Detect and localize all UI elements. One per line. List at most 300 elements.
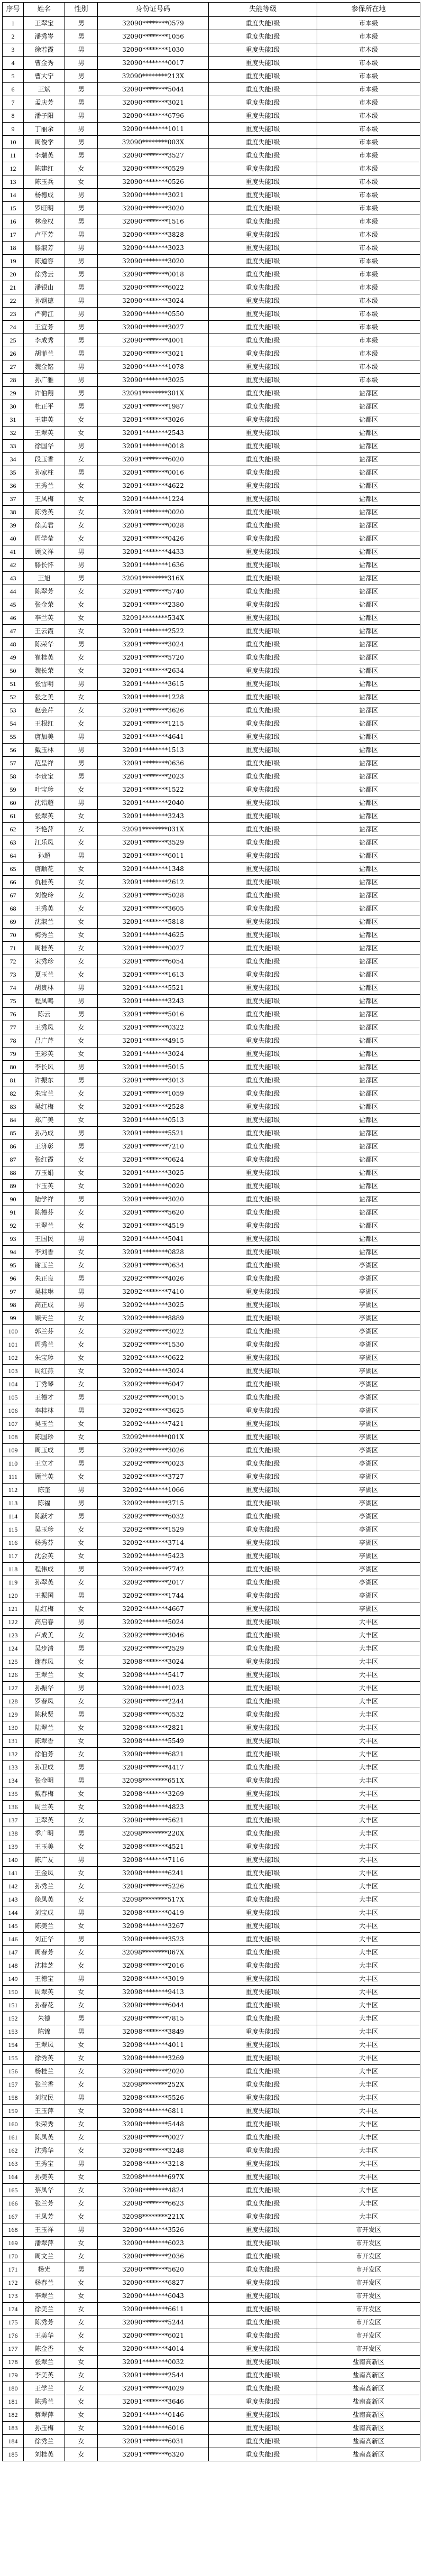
cell-name: 顾文祥	[24, 545, 65, 559]
cell-gender: 女	[65, 1920, 98, 1933]
cell-gender: 男	[65, 83, 98, 96]
cell-id-number: 32098********517X	[98, 1893, 209, 1906]
cell-index: 135	[3, 1787, 24, 1801]
cell-disability-level: 重度失能Ⅰ级	[209, 387, 317, 400]
cell-gender: 女	[65, 2395, 98, 2408]
cell-index: 45	[3, 598, 24, 611]
cell-id-number: 32091********5740	[98, 585, 209, 598]
cell-name: 吕广芹	[24, 1034, 65, 1048]
cell-insured-location: 盐都区	[317, 1140, 420, 1153]
cell-disability-level: 重度失能Ⅰ级	[209, 1906, 317, 1920]
cell-gender: 女	[65, 1867, 98, 1880]
cell-gender: 女	[65, 2118, 98, 2131]
table-row	[3, 2290, 420, 2303]
cell-disability-level: 重度失能Ⅰ级	[209, 2025, 317, 2038]
cell-insured-location: 大丰区	[317, 1840, 420, 1854]
cell-index: 153	[3, 2025, 24, 2038]
table-row	[3, 1404, 420, 1417]
cell-name: 丁丽余	[24, 123, 65, 136]
cell-insured-location: 盐南高新区	[317, 2422, 420, 2435]
table-row	[3, 1074, 420, 1087]
table-row	[3, 519, 420, 532]
cell-index: 111	[3, 1470, 24, 1484]
table-row	[3, 1061, 420, 1074]
cell-id-number: 32098********1023	[98, 1682, 209, 1695]
cell-id-number: 32091********4915	[98, 1034, 209, 1048]
cell-gender: 女	[65, 2078, 98, 2091]
cell-disability-level: 重度失能Ⅰ级	[209, 1708, 317, 1721]
cell-index: 29	[3, 387, 24, 400]
cell-index: 42	[3, 559, 24, 572]
cell-gender: 男	[65, 1299, 98, 1312]
cell-disability-level: 重度失能Ⅰ级	[209, 1299, 317, 1312]
cell-disability-level: 重度失能Ⅰ级	[209, 2448, 317, 2461]
cell-id-number: 32092********3714	[98, 1536, 209, 1550]
cell-insured-location: 盐都区	[317, 1114, 420, 1127]
cell-insured-location: 市本级	[317, 30, 420, 43]
cell-insured-location: 盐都区	[317, 506, 420, 519]
cell-name: 崔桂英	[24, 651, 65, 664]
cell-insured-location: 市本级	[317, 123, 420, 136]
cell-name: 王立才	[24, 1457, 65, 1470]
cell-disability-level: 重度失能Ⅰ级	[209, 1814, 317, 1827]
cell-index: 24	[3, 321, 24, 334]
cell-name: 沈桂芝	[24, 1959, 65, 1972]
cell-insured-location: 盐都区	[317, 1021, 420, 1034]
cell-index: 128	[3, 1695, 24, 1708]
cell-disability-level: 重度失能Ⅰ级	[209, 1153, 317, 1166]
cell-insured-location: 大丰区	[317, 1946, 420, 1959]
cell-insured-location: 市本级	[317, 162, 420, 175]
cell-gender: 男	[65, 1589, 98, 1602]
cell-disability-level: 重度失能Ⅰ级	[209, 1972, 317, 1986]
cell-name: 罗春凤	[24, 1695, 65, 1708]
cell-insured-location: 大丰区	[317, 2052, 420, 2065]
table-row	[3, 1946, 420, 1959]
cell-name: 李成秀	[24, 334, 65, 347]
cell-disability-level: 重度失能Ⅰ级	[209, 308, 317, 321]
cell-id-number: 32091********5818	[98, 915, 209, 929]
cell-insured-location: 盐都区	[317, 1233, 420, 1246]
cell-disability-level: 重度失能Ⅰ级	[209, 2105, 317, 2118]
cell-name: 许振东	[24, 1074, 65, 1087]
cell-id-number: 32092********3026	[98, 1444, 209, 1457]
cell-insured-location: 盐都区	[317, 810, 420, 823]
cell-disability-level: 重度失能Ⅰ级	[209, 1351, 317, 1365]
cell-disability-level: 重度失能Ⅰ级	[209, 757, 317, 770]
cell-insured-location: 大丰区	[317, 2118, 420, 2131]
cell-gender: 女	[65, 2105, 98, 2118]
cell-id-number: 32092********1066	[98, 1484, 209, 1497]
cell-insured-location: 盐都区	[317, 651, 420, 664]
cell-insured-location: 亭湖区	[317, 1576, 420, 1589]
cell-name: 王德宝	[24, 1972, 65, 1986]
cell-disability-level: 重度失能Ⅰ级	[209, 559, 317, 572]
cell-id-number: 32092********2529	[98, 1642, 209, 1655]
cell-disability-level: 重度失能Ⅰ级	[209, 374, 317, 387]
table-row	[3, 57, 420, 70]
cell-name: 罗旺明	[24, 202, 65, 215]
cell-index: 184	[3, 2435, 24, 2448]
cell-gender: 女	[65, 519, 98, 532]
table-row	[3, 2422, 420, 2435]
table-row	[3, 1827, 420, 1840]
cell-id-number: 32090********5620	[98, 2263, 209, 2276]
cell-gender: 女	[65, 1259, 98, 1272]
cell-insured-location: 市本级	[317, 281, 420, 294]
cell-gender: 男	[65, 1708, 98, 1721]
cell-insured-location: 亭湖区	[317, 1484, 420, 1497]
cell-insured-location: 市开发区	[317, 2329, 420, 2342]
cell-name: 周学莹	[24, 532, 65, 545]
table-row	[3, 2052, 420, 2065]
cell-gender: 女	[65, 915, 98, 929]
cell-index: 5	[3, 70, 24, 83]
cell-name: 徐国华	[24, 440, 65, 453]
cell-index: 117	[3, 1550, 24, 1563]
cell-name: 徐秀英	[24, 2052, 65, 2065]
cell-index: 1	[3, 17, 24, 30]
table-row	[3, 2342, 420, 2356]
cell-name: 梅秀兰	[24, 929, 65, 942]
cell-name: 蔡翠萍	[24, 2408, 65, 2422]
cell-gender: 男	[65, 744, 98, 757]
cell-gender: 男	[65, 559, 98, 572]
header-insured-location: 参保所在地	[317, 3, 420, 17]
cell-name: 周俊学	[24, 136, 65, 149]
cell-index: 181	[3, 2395, 24, 2408]
cell-disability-level: 重度失能Ⅰ级	[209, 43, 317, 57]
cell-index: 119	[3, 1576, 24, 1589]
table-row	[3, 281, 420, 294]
cell-index: 2	[3, 30, 24, 43]
cell-insured-location: 市开发区	[317, 2276, 420, 2290]
cell-name: 潘子阳	[24, 109, 65, 123]
cell-gender: 男	[65, 189, 98, 202]
cell-index: 60	[3, 796, 24, 810]
cell-gender: 男	[65, 17, 98, 30]
cell-name: 陈广友	[24, 1854, 65, 1867]
cell-gender: 女	[65, 902, 98, 915]
cell-insured-location: 盐都区	[317, 400, 420, 413]
cell-insured-location: 盐都区	[317, 863, 420, 876]
cell-name: 季广明	[24, 1827, 65, 1840]
cell-insured-location: 盐都区	[317, 466, 420, 479]
cell-insured-location: 盐都区	[317, 744, 420, 757]
header-disability-level: 失能等级	[209, 3, 317, 17]
cell-id-number: 32098********4011	[98, 2038, 209, 2052]
cell-index: 71	[3, 942, 24, 955]
cell-gender: 男	[65, 1457, 98, 1470]
cell-name: 孙家柱	[24, 466, 65, 479]
table-row	[3, 2369, 420, 2382]
cell-gender: 男	[65, 57, 98, 70]
cell-disability-level: 重度失能Ⅰ级	[209, 1312, 317, 1325]
cell-gender: 女	[65, 611, 98, 625]
cell-disability-level: 重度失能Ⅰ级	[209, 96, 317, 109]
cell-disability-level: 重度失能Ⅰ级	[209, 1114, 317, 1127]
cell-disability-level: 重度失能Ⅰ级	[209, 796, 317, 810]
cell-insured-location: 盐都区	[317, 625, 420, 638]
cell-gender: 男	[65, 1563, 98, 1576]
table-row	[3, 902, 420, 915]
table-row	[3, 744, 420, 757]
table-row	[3, 2237, 420, 2250]
cell-insured-location: 大丰区	[317, 2078, 420, 2091]
cell-gender: 女	[65, 2342, 98, 2356]
cell-index: 52	[3, 691, 24, 704]
cell-gender: 女	[65, 1721, 98, 1735]
cell-id-number: 32091********3243	[98, 810, 209, 823]
cell-index: 176	[3, 2329, 24, 2342]
cell-id-number: 32098********4824	[98, 2184, 209, 2197]
table-row	[3, 1959, 420, 1972]
cell-disability-level: 重度失能Ⅰ级	[209, 1602, 317, 1616]
table-row	[3, 638, 420, 651]
cell-gender: 女	[65, 2171, 98, 2184]
cell-name: 陈玉兵	[24, 175, 65, 189]
cell-name: 陈秀芳	[24, 2316, 65, 2329]
cell-disability-level: 重度失能Ⅰ级	[209, 1959, 317, 1972]
cell-insured-location: 盐都区	[317, 440, 420, 453]
cell-gender: 女	[65, 955, 98, 968]
cell-id-number: 32090********0526	[98, 175, 209, 189]
cell-disability-level: 重度失能Ⅰ级	[209, 1523, 317, 1536]
cell-insured-location: 盐都区	[317, 717, 420, 730]
table-row	[3, 215, 420, 228]
cell-index: 82	[3, 1087, 24, 1100]
table-row	[3, 1616, 420, 1629]
cell-disability-level: 重度失能Ⅰ级	[209, 929, 317, 942]
cell-insured-location: 盐都区	[317, 796, 420, 810]
table-row	[3, 678, 420, 691]
cell-index: 61	[3, 810, 24, 823]
cell-insured-location: 大丰区	[317, 1787, 420, 1801]
cell-id-number: 32092********6032	[98, 1510, 209, 1523]
cell-name: 张金荣	[24, 598, 65, 611]
cell-index: 141	[3, 1867, 24, 1880]
table-row	[3, 123, 420, 136]
cell-insured-location: 大丰区	[317, 1616, 420, 1629]
cell-disability-level: 重度失能Ⅰ级	[209, 1193, 317, 1206]
cell-id-number: 32098********5549	[98, 1735, 209, 1748]
cell-insured-location: 亭湖区	[317, 1404, 420, 1417]
cell-insured-location: 大丰区	[317, 1893, 420, 1906]
disability-list-sheet	[2, 2, 420, 2461]
cell-gender: 男	[65, 730, 98, 744]
cell-disability-level: 重度失能Ⅰ级	[209, 17, 317, 30]
cell-id-number: 32091********6320	[98, 2448, 209, 2461]
table-row	[3, 704, 420, 717]
cell-name: 杨秀芬	[24, 1536, 65, 1550]
cell-insured-location: 大丰区	[317, 1748, 420, 1761]
cell-index: 15	[3, 202, 24, 215]
cell-disability-level: 重度失能Ⅰ级	[209, 2171, 317, 2184]
cell-insured-location: 亭湖区	[317, 1285, 420, 1299]
cell-disability-level: 重度失能Ⅰ级	[209, 2356, 317, 2369]
cell-id-number: 32091********5028	[98, 889, 209, 902]
table-row	[3, 664, 420, 678]
cell-index: 159	[3, 2105, 24, 2118]
cell-gender: 女	[65, 1153, 98, 1166]
cell-index: 136	[3, 1801, 24, 1814]
cell-id-number: 32091********3605	[98, 902, 209, 915]
table-row	[3, 70, 420, 83]
cell-gender: 男	[65, 1061, 98, 1074]
cell-gender: 女	[65, 2290, 98, 2303]
cell-insured-location: 亭湖区	[317, 1523, 420, 1536]
cell-disability-level: 重度失能Ⅰ级	[209, 440, 317, 453]
cell-id-number: 32090********3526	[98, 2223, 209, 2237]
cell-disability-level: 重度失能Ⅰ级	[209, 2078, 317, 2091]
cell-index: 92	[3, 1219, 24, 1233]
cell-index: 174	[3, 2303, 24, 2316]
cell-insured-location: 盐都区	[317, 1219, 420, 1233]
cell-gender: 男	[65, 374, 98, 387]
cell-id-number: 32091********0322	[98, 1021, 209, 1034]
cell-disability-level: 重度失能Ⅰ级	[209, 598, 317, 611]
cell-gender: 男	[65, 1616, 98, 1629]
cell-index: 63	[3, 836, 24, 849]
cell-gender: 男	[65, 1510, 98, 1523]
cell-gender: 女	[65, 2422, 98, 2435]
cell-id-number: 32091********3025	[98, 1166, 209, 1180]
cell-gender: 男	[65, 149, 98, 162]
cell-name: 张兰芳	[24, 2197, 65, 2210]
cell-disability-level: 重度失能Ⅰ级	[209, 744, 317, 757]
cell-disability-level: 重度失能Ⅰ级	[209, 2197, 317, 2210]
table-row	[3, 942, 420, 955]
cell-name: 张金明	[24, 1774, 65, 1787]
cell-disability-level: 重度失能Ⅰ级	[209, 334, 317, 347]
table-row	[3, 1801, 420, 1814]
cell-gender: 女	[65, 1840, 98, 1854]
cell-id-number: 32091********2528	[98, 1100, 209, 1114]
cell-gender: 女	[65, 1338, 98, 1351]
cell-id-number: 32091********301X	[98, 387, 209, 400]
cell-disability-level: 重度失能Ⅰ级	[209, 2118, 317, 2131]
table-row	[3, 1602, 420, 1616]
cell-name: 王翠兰	[24, 1669, 65, 1682]
cell-index: 50	[3, 664, 24, 678]
cell-index: 177	[3, 2342, 24, 2356]
cell-insured-location: 大丰区	[317, 1827, 420, 1840]
cell-id-number: 32091********3243	[98, 995, 209, 1008]
cell-disability-level: 重度失能Ⅰ级	[209, 915, 317, 929]
cell-gender: 女	[65, 162, 98, 175]
cell-id-number: 32091********1059	[98, 1087, 209, 1100]
cell-id-number: 32090********3020	[98, 255, 209, 268]
cell-name: 陈金香	[24, 2342, 65, 2356]
cell-insured-location: 亭湖区	[317, 1365, 420, 1378]
cell-disability-level: 重度失能Ⅰ级	[209, 2052, 317, 2065]
cell-name: 李美英	[24, 2369, 65, 2382]
cell-name: 沈淑兰	[24, 915, 65, 929]
cell-insured-location: 市本级	[317, 57, 420, 70]
cell-gender: 男	[65, 321, 98, 334]
cell-index: 81	[3, 1074, 24, 1087]
cell-disability-level: 重度失能Ⅰ级	[209, 493, 317, 506]
cell-gender: 女	[65, 2276, 98, 2290]
cell-name: 王建英	[24, 413, 65, 427]
cell-index: 91	[3, 1206, 24, 1219]
cell-insured-location: 大丰区	[317, 2012, 420, 2025]
cell-index: 94	[3, 1246, 24, 1259]
cell-gender: 男	[65, 757, 98, 770]
cell-disability-level: 重度失能Ⅰ级	[209, 1140, 317, 1153]
cell-disability-level: 重度失能Ⅰ级	[209, 2184, 317, 2197]
cell-gender: 女	[65, 2369, 98, 2382]
cell-name: 陆红梅	[24, 1602, 65, 1616]
cell-gender: 女	[65, 2356, 98, 2369]
cell-disability-level: 重度失能Ⅰ级	[209, 466, 317, 479]
cell-gender: 男	[65, 1233, 98, 1246]
cell-disability-level: 重度失能Ⅰ级	[209, 2237, 317, 2250]
cell-index: 173	[3, 2290, 24, 2303]
cell-gender: 女	[65, 823, 98, 836]
cell-id-number: 32091********4622	[98, 479, 209, 493]
cell-insured-location: 亭湖区	[317, 1510, 420, 1523]
cell-id-number: 32091********2040	[98, 796, 209, 810]
cell-insured-location: 盐都区	[317, 427, 420, 440]
table-row	[3, 1048, 420, 1061]
cell-index: 51	[3, 678, 24, 691]
cell-insured-location: 亭湖区	[317, 1259, 420, 1272]
cell-index: 73	[3, 968, 24, 981]
cell-insured-location: 市本级	[317, 96, 420, 109]
cell-insured-location: 大丰区	[317, 1986, 420, 1999]
table-row	[3, 783, 420, 796]
cell-name: 仇桂英	[24, 876, 65, 889]
cell-id-number: 32098********7116	[98, 1854, 209, 1867]
cell-id-number: 32090********3828	[98, 228, 209, 242]
table-row	[3, 545, 420, 559]
cell-index: 95	[3, 1259, 24, 1272]
cell-gender: 男	[65, 400, 98, 413]
cell-name: 徐凤英	[24, 1893, 65, 1906]
cell-gender: 女	[65, 1048, 98, 1061]
cell-name: 吴步清	[24, 1642, 65, 1655]
cell-name: 曹金秀	[24, 57, 65, 70]
cell-insured-location: 盐都区	[317, 1246, 420, 1259]
cell-index: 167	[3, 2210, 24, 2223]
cell-insured-location: 盐都区	[317, 1153, 420, 1166]
cell-id-number: 32091********3529	[98, 836, 209, 849]
cell-disability-level: 重度失能Ⅰ级	[209, 889, 317, 902]
cell-insured-location: 盐都区	[317, 968, 420, 981]
cell-insured-location: 盐都区	[317, 1087, 420, 1100]
cell-disability-level: 重度失能Ⅰ级	[209, 1695, 317, 1708]
cell-index: 72	[3, 955, 24, 968]
cell-name: 徐秀云	[24, 268, 65, 281]
cell-index: 56	[3, 744, 24, 757]
cell-gender: 女	[65, 2184, 98, 2197]
table-row	[3, 1127, 420, 1140]
cell-insured-location: 亭湖区	[317, 1550, 420, 1563]
table-row	[3, 360, 420, 374]
table-row	[3, 30, 420, 43]
cell-insured-location: 大丰区	[317, 1761, 420, 1774]
cell-gender: 女	[65, 2131, 98, 2144]
cell-disability-level: 重度失能Ⅰ级	[209, 2250, 317, 2263]
table-row	[3, 585, 420, 598]
cell-disability-level: 重度失能Ⅰ级	[209, 1470, 317, 1484]
cell-gender: 女	[65, 2435, 98, 2448]
cell-index: 154	[3, 2038, 24, 2052]
cell-disability-level: 重度失能Ⅰ级	[209, 1536, 317, 1550]
table-row	[3, 1431, 420, 1444]
cell-insured-location: 盐都区	[317, 981, 420, 995]
